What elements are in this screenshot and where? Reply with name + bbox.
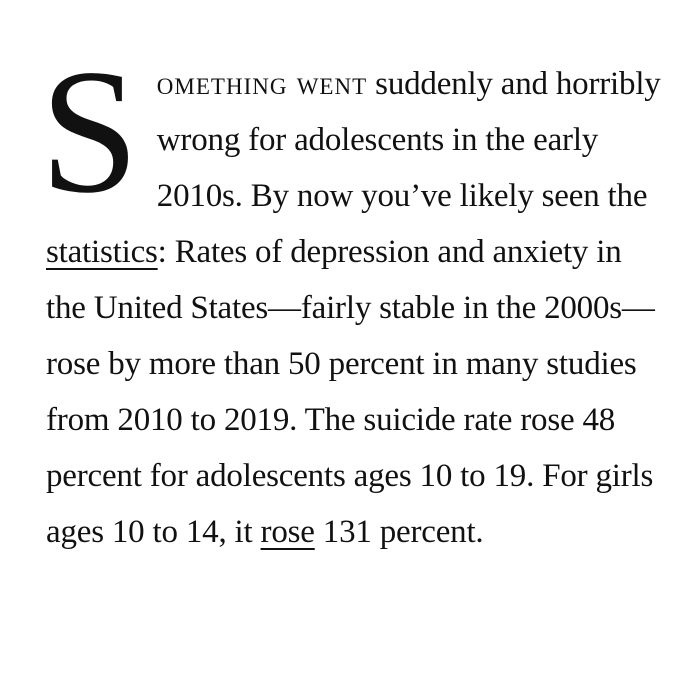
rose-link[interactable]: rose [260,514,315,550]
lead-in-small-caps: omething went [156,66,368,102]
paragraph-text-3: 131 percent. [314,514,484,550]
drop-cap: S [40,32,139,230]
paragraph-text-1: suddenly and horribly wrong for adolescents in the early 2010s. By now you’ve likely seen the [156,66,661,214]
paragraph-text-2: : Rates of depression and anxiety in the United States—fairly stable in the 2000s—rose by more than 50 percent in many studies from 2010 to 2019. The suicide rate rose 48 percent for adolescents ages 10 to 19. For girls ages 10 to 14, it [46,234,655,550]
article-body [40,32,666,560]
statistics-link[interactable]: statistics [46,234,158,270]
article-paragraph [40,32,666,560]
